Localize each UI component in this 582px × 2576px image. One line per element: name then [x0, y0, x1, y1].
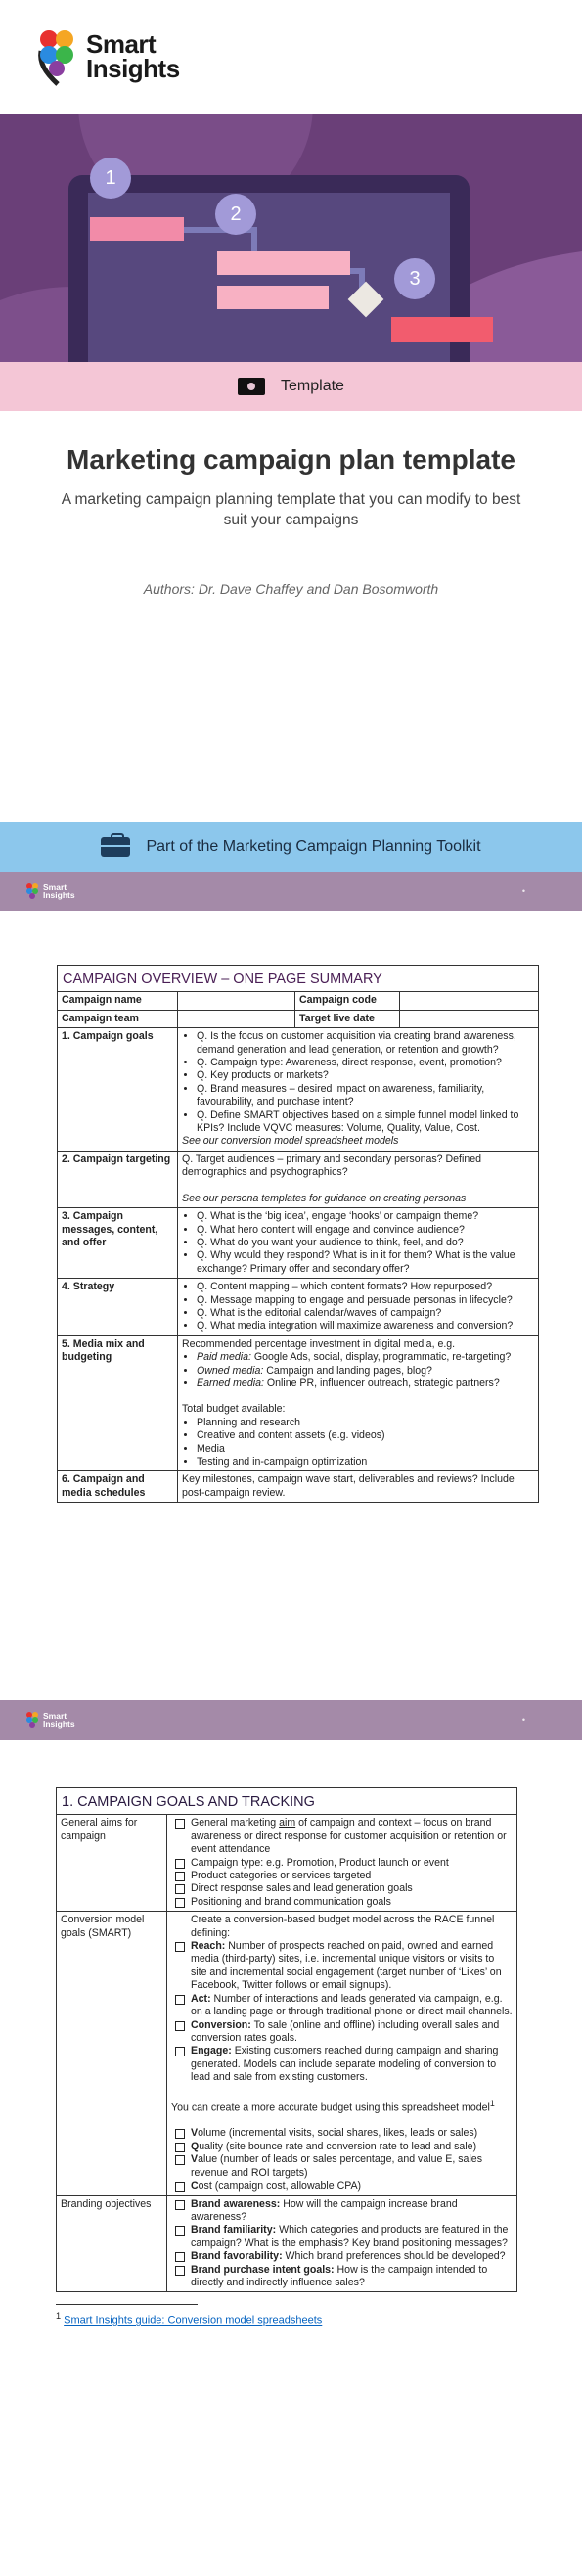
targeting-text: Q. Target audiences – primary and secondary personas? Defined demographics and psychographics? [182, 1152, 482, 1179]
budget-intro: Total budget available: [182, 1403, 286, 1416]
list-item: • Q. Brand measures – desired impact on awareness, familiarity, favourability, and purchase intent? [197, 1083, 534, 1109]
vqvc-text: ost (campaign cost, allowable CPA) [198, 2180, 362, 2192]
vqvc-text: uality (site bounce rate and conversion rate to lead and sale) [199, 2140, 477, 2152]
list-item [171, 2264, 513, 2290]
smart-insights-logo-icon [35, 25, 80, 88]
list-item: • Q. What is the ‘big idea’, engage ‘hooks’ or campaign theme? [197, 1210, 534, 1223]
step-3-badge: 3 [394, 258, 435, 299]
branding-term: Brand favorability: [191, 2250, 283, 2263]
header-logo-text [43, 1712, 75, 1728]
logo-bar [0, 0, 582, 114]
authors: Authors: Dr. Dave Chaffey and Dan Bosomworth [143, 581, 439, 597]
vqvc-text: alue (number of leads or sales percentage, and value E, sales revenue and ROI targets) [191, 2153, 482, 2179]
overview-table [57, 965, 539, 1503]
target-live-date-field[interactable] [400, 1010, 539, 1027]
page-marker: • [521, 886, 525, 896]
table-row [57, 1912, 517, 2195]
list-item [171, 2250, 513, 2263]
list-item [171, 2224, 513, 2250]
race-term: Reach: [191, 1940, 226, 1953]
step-2-badge: 2 [215, 194, 256, 235]
conversion-goals-content [167, 1912, 517, 2195]
earned-media-text: Online PR, influencer outreach, strategic partners? [263, 1377, 500, 1389]
list-item: • Q. Is the focus on customer acquisition via creating brand awareness, demand generation and lead generation, or retention and growth? [197, 1030, 534, 1057]
list-item: Campaign type: e.g. Promotion, Product launch or event [171, 1857, 513, 1870]
strategy-list [182, 1281, 534, 1333]
list-item [197, 1351, 534, 1364]
media-list [182, 1351, 534, 1390]
table-row [58, 1335, 539, 1471]
campaign-team-label: Campaign team [58, 1010, 178, 1027]
template-band [0, 362, 582, 411]
list-item: Positioning and brand communication goals [171, 1896, 513, 1909]
general-aims-label: General aims for campaign [57, 1815, 167, 1912]
header-logo-line-2: Insights [43, 1719, 75, 1729]
list-item [171, 1817, 513, 1856]
list-item: • Q. Content mapping – which content formats? How repurposed? [197, 1281, 534, 1293]
footnote-divider [56, 2304, 198, 2305]
vqvc-letter: Q [191, 2140, 200, 2152]
list-item [171, 1993, 513, 2019]
camera-icon [238, 378, 265, 395]
branding-text: How will the campaign increase brand awareness? [191, 2197, 458, 2223]
page-header-1 [0, 872, 582, 911]
page-subtitle: A marketing campaign planning template that you can modify to best suit your campaigns [61, 491, 521, 528]
vqvc-letter: C [191, 2180, 199, 2192]
footnote-number: 1 [56, 2311, 62, 2322]
owned-media-term: Owned media: [197, 1364, 264, 1377]
cover-block [0, 411, 582, 822]
page-header-2 [0, 1700, 582, 1740]
branding-term: Brand familiarity: [191, 2224, 277, 2237]
list-item: • Q. What do you want your audience to think, feel, and do? [197, 1237, 534, 1249]
header-logo-text [43, 883, 75, 899]
step-1-badge: 1 [90, 158, 131, 199]
media-content [178, 1335, 539, 1471]
template-label: Template [281, 378, 344, 394]
goals-page [0, 1740, 582, 2576]
targeting-note: See our persona templates for guidance on creating personas [182, 1192, 467, 1204]
list-item: • Q. Campaign type: Awareness, direct response, event, promotion? [197, 1057, 534, 1069]
toolkit-link[interactable]: Part of the Marketing Campaign Planning Toolkit [146, 837, 481, 855]
general-aims-list [171, 1817, 513, 1909]
goals-label: 1. Campaign goals [58, 1028, 178, 1152]
goals-note: See our conversion model spreadsheet models [182, 1135, 399, 1148]
aim-link[interactable]: aim [279, 1817, 296, 1830]
branding-list [171, 2198, 513, 2290]
overview-heading: CAMPAIGN OVERVIEW – ONE PAGE SUMMARY [58, 966, 539, 992]
owned-media-text: Campaign and landing pages, blog? [263, 1364, 432, 1377]
campaign-team-field[interactable] [178, 1010, 295, 1027]
race-term: Conversion: [191, 2018, 251, 2031]
media-intro: Recommended percentage investment in digital media, e.g. [182, 1337, 456, 1350]
header-logo [25, 1711, 75, 1729]
logo-text [86, 29, 180, 83]
race-list [171, 1940, 513, 2084]
messages-list [182, 1210, 534, 1276]
table-row [57, 2195, 517, 2292]
schedules-text: Key milestones, campaign wave start, deliverables and reviews? Include post-campaign review. [178, 1471, 539, 1503]
list-item: • Planning and research [197, 1417, 534, 1429]
list-item: • Q. What is the editorial calendar/waves of campaign? [197, 1307, 534, 1320]
hero-illustration [0, 114, 582, 362]
table-row [58, 1208, 539, 1279]
list-item [171, 2153, 513, 2180]
goals-content [178, 1028, 539, 1152]
media-label: 5. Media mix and budgeting [58, 1335, 178, 1471]
list-item: • Q. Why would they respond? What is in it for them? What is the value exchange? Primary offer and secondary offer? [197, 1249, 534, 1276]
list-item: • Q. What hero content will engage and convince audience? [197, 1224, 534, 1237]
vqvc-letter: V [191, 2153, 199, 2166]
targeting-label: 2. Campaign targeting [58, 1151, 178, 1207]
list-item: • Creative and content assets (e.g. videos) [197, 1429, 534, 1442]
list-item [197, 1365, 534, 1378]
branding-label: Branding objectives [57, 2195, 167, 2292]
list-item [171, 2019, 513, 2046]
race-term: Act: [191, 1992, 211, 2005]
list-item [171, 2141, 513, 2153]
list-item [197, 1378, 534, 1390]
goals-heading: 1. CAMPAIGN GOALS AND TRACKING [57, 1788, 517, 1815]
race-text: Number of interactions and leads generated via campaign, e.g. on a landing page or through traditional phone or direct mail channels. [191, 1992, 513, 2018]
branding-text: Which brand preferences should be developed? [282, 2250, 506, 2263]
earned-media-term: Earned media: [197, 1377, 264, 1389]
general-aim-text-pre: General marketing [191, 1817, 280, 1830]
list-item: • Q. Key products or markets? [197, 1069, 534, 1082]
strategy-content [178, 1279, 539, 1336]
table-row [58, 992, 539, 1010]
race-text: Existing customers reached during campaign and sharing generated. Models can include separate modeling of conversion to lead and sale from existing customers. [191, 2045, 499, 2084]
smart-insights-logo-icon [25, 882, 39, 900]
campaign-name-field[interactable] [178, 992, 295, 1010]
table-row [58, 1151, 539, 1207]
table-row [58, 1279, 539, 1336]
budget-list [182, 1417, 534, 1469]
page-title: Marketing campaign plan template [67, 444, 515, 475]
conversion-goals-label: Conversion model goals (SMART) [57, 1912, 167, 2195]
branding-content [167, 2195, 517, 2292]
conversion-intro: Create a conversion-based budget model across the RACE funnel defining: [191, 1914, 495, 1939]
list-item [171, 2127, 513, 2140]
schedules-label: 6. Campaign and media schedules [58, 1471, 178, 1503]
toolkit-band[interactable] [0, 822, 582, 872]
race-text: To sale (online and offline) including overall sales and conversion rates goals. [191, 2018, 500, 2044]
budget-note [171, 2098, 513, 2115]
race-term: Engage: [191, 2045, 232, 2057]
campaign-code-label: Campaign code [295, 992, 400, 1010]
page-marker: • [521, 1715, 525, 1725]
branding-term: Brand awareness: [191, 2197, 281, 2210]
branding-term: Brand purchase intent goals: [191, 2263, 335, 2276]
race-text: Number of prospects reached on paid, owned and earned media (third-party) sites, i.e. incremental unique visitors or visits to site and incremental social engagement (target number of ‘Likes’ on Facebook, Twitter follows or email signups). [191, 1940, 502, 1992]
list-item: • Media [197, 1443, 534, 1456]
list-item: • Q. What media integration will maximize awareness and conversion? [197, 1320, 534, 1333]
branding-text: Which categories and products are featured in the campaign? What is the emphasis? Key brand positioning messages? [191, 2224, 509, 2249]
table-row [57, 1788, 517, 1815]
table-row [57, 1815, 517, 1912]
list-item [171, 2198, 513, 2225]
list-item: Product categories or services targeted [171, 1870, 513, 1882]
branding-text: How is the campaign intended to directly and indirectly influence sales? [191, 2263, 488, 2288]
list-item: • Testing and in-campaign optimization [197, 1456, 534, 1469]
table-row [58, 966, 539, 992]
list-item: Direct response sales and lead generation goals [171, 1882, 513, 1895]
header-logo [25, 882, 75, 900]
vqvc-text: olume (incremental visits, social shares, likes, leads or sales) [198, 2127, 478, 2140]
footnote-ref[interactable]: 1 [489, 2098, 495, 2108]
briefcase-icon [101, 837, 130, 857]
table-row [58, 1010, 539, 1027]
campaign-name-label: Campaign name [58, 992, 178, 1010]
goals-table [56, 1787, 517, 2292]
paid-media-term: Paid media: [197, 1351, 251, 1364]
overview-page [0, 911, 582, 1700]
logo-line-1: Smart [86, 29, 157, 59]
list-item [171, 2180, 513, 2192]
strategy-label: 4. Strategy [58, 1279, 178, 1336]
vqvc-letter: V [191, 2127, 199, 2140]
list-item [171, 1940, 513, 1993]
list-item: • Q. Define SMART objectives based on a simple funnel model linked to KPIs? Include VQVC measures: Volume, Quality, Value, Cost. [197, 1109, 534, 1136]
header-logo-line-1: Smart [43, 1711, 67, 1721]
targeting-content [178, 1151, 539, 1207]
table-row [58, 1028, 539, 1152]
logo-line-2: Insights [86, 54, 180, 83]
header-logo-line-2: Insights [43, 890, 75, 900]
general-aim-text-post: of campaign and context – focus on brand awareness or direct response for customer acquisition or retention or event attendance [191, 1817, 507, 1856]
budget-note-text: You can create a more accurate budget using this spreadsheet model [171, 2101, 490, 2114]
header-logo-line-1: Smart [43, 882, 67, 892]
footnote-link[interactable]: Smart Insights guide: Conversion model spreadsheets [64, 2315, 323, 2327]
messages-label: 3. Campaign messages, content, and offer [58, 1208, 178, 1279]
campaign-code-field[interactable] [400, 992, 539, 1010]
footnote [56, 2311, 517, 2327]
target-live-date-label: Target live date [295, 1010, 400, 1027]
paid-media-text: Google Ads, social, display, programmatic, re-targeting? [250, 1351, 512, 1364]
table-row [58, 1471, 539, 1503]
general-aims-content [167, 1815, 517, 1912]
smart-insights-logo-icon [25, 1711, 39, 1729]
vqvc-list [171, 2127, 513, 2192]
list-item [171, 2045, 513, 2084]
messages-content [178, 1208, 539, 1279]
list-item: • Q. Message mapping to engage and persuade personas in lifecycle? [197, 1294, 534, 1307]
goals-list [182, 1030, 534, 1135]
